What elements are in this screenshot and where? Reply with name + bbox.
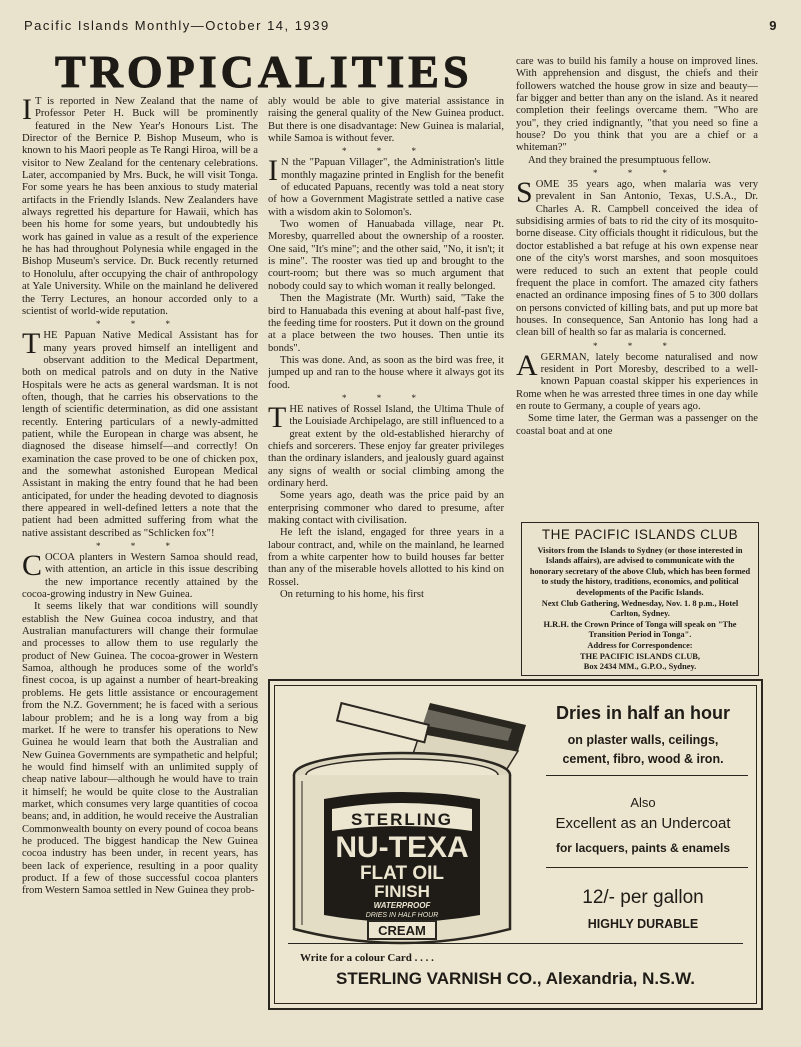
- article-buck: I T is reported in New Zealand that the name of Professor Peter H. Buck will be prominently featured in the New Year's Honours List. The Director of the Bernice P. Bishop Museum, who is known to his Maori people as Te Rangi Hiroa, will be a visitor to New Zealand for the centenary celebrations. Later, accompanied by Mrs. Buck, he will visit Tonga. For some years he has been anxious to study material artifacts in the Friendly Islands. New Zealanders have always regretted his departure for Hawaii, which has been his home for some years, but undoubtedly his work has gained in value as a result of the experience he has had throughout Polynesia while engaged in the Bishop Museum's service. Dr. Buck recently returned to Honolulu, after occupying the chair of anthropology at Yale University. While on the mainland he delivered the Terry Lectures, an honour accorded only to a scientist of world-wide reputation.: [22, 96, 258, 317]
- section-separator: * * *: [593, 168, 681, 179]
- tin-colour: CREAM: [378, 923, 426, 938]
- tin-line-2: FINISH: [374, 882, 430, 901]
- paragraph: And they brained the presumptuous fellow.: [528, 154, 711, 166]
- paint-advertisement: [268, 679, 763, 1010]
- drop-cap: T: [22, 327, 41, 361]
- section-separator: * * *: [96, 319, 184, 330]
- club-description: Visitors from the Islands to Sydney (or those interested in Islands affairs), are advised to communicate with the honorary secretary of the above Club, which has been formed to study the history, traditions, economics, and political developments of the Pacific Islands.: [529, 545, 751, 597]
- article-german: AGERMAN, lately become naturalised and now resident in Port Moresby, described to a well-known Papuan coastal skipper his experiences in Rome when he was arrested three times in one day while en route to Germany, a couple of years ago.: [516, 348, 758, 412]
- paragraph: care was to build his family a house on improved lines. With apprehension and disgust, the chiefs and their followers watched the house grow in size and beauty—far bigger and better than any on the island. As it neared completion their feelings overcame them. "Who are you", they cried indignantly, "that you need so fine a house? Do you think that you are a chief or a whiteman?": [516, 56, 758, 154]
- tin-brand: STERLING: [351, 810, 453, 829]
- column-1: [22, 96, 258, 1026]
- ad-company: STERLING VARNISH CO., Alexandria, N.S.W.: [336, 969, 695, 988]
- section-masthead: TROPICALITIES: [55, 46, 473, 97]
- ad-price: 12/- per gallon: [582, 887, 704, 908]
- ad-durable: HIGHLY DURABLE: [587, 917, 699, 931]
- club-speaker: H.R.H. the Crown Prince of Tonga will speak on "The Transition Period in Tonga".: [543, 619, 737, 640]
- paragraph: Two women of Hanuabada village, near Pt. Moresby, quarrelled about the ownership of a rooster. One said, "It's mine"; and the other said, "No, it isn't; it is mine". The rooster was tied up and brought to the court-room; but there was so much argument that nobody could say to which woman it really belonged.: [268, 219, 504, 292]
- tin-product: NU-TEXA: [335, 831, 469, 864]
- article-rossel-island: THE natives of Rossel Island, the Ultima Thule of the Louisiade Archipelago, are still influenced to a great extent by the old-established hierarchy of chiefs and sorcerers. These enjoy far greater privileges than the ordinary islanders, and jealously guard against any signs of wealth or social climbing among the ordinary herd.: [268, 400, 504, 489]
- drop-cap: A: [516, 348, 538, 382]
- club-address-box: Box 2434 MM., G.P.O., Sydney.: [583, 662, 697, 672]
- tin-line-4: DRIES IN HALF HOUR: [365, 912, 439, 919]
- club-gathering: Next Club Gathering, Wednesday, Nov. 1. 8 p.m., Hotel Carlton, Sydney.: [541, 598, 739, 619]
- paint-tin-illustration: [280, 689, 540, 951]
- ad-divider: [546, 867, 748, 868]
- section-separator: * * *: [593, 340, 681, 351]
- article-cocoa: COCOA planters in Western Samoa should read, with attention, an article in this issue describing the new importance recently attained by the cocoa-growing industry in New Guinea.: [22, 549, 258, 601]
- drop-cap: I: [22, 96, 32, 126]
- ad-divider: [546, 775, 748, 776]
- running-title: Pacific Islands Monthly—October 14, 1939: [24, 18, 330, 33]
- tin-line-3: WATERPROOF: [373, 901, 431, 910]
- drop-cap: T: [268, 400, 287, 434]
- page-number: 9: [769, 18, 778, 33]
- drop-cap: I: [268, 154, 278, 188]
- ad-sub-1: on plaster walls, ceilings,: [567, 733, 719, 747]
- paragraph: It seems likely that war conditions will soundly establish the New Guinea cocoa industry, and that Australian manufacturers will change their formulae and processes to allow them to use regularly the product of New Guinea. The cocoa-grower in Western Samoa, although he produces some of the world's finest cocoa, is up against a number of heart-breaking problems. He gets little assistance or encouragement from the N.Z. Government; he is faced with a serious labour problem; and he is a long way from a big market. If he were to transfer his operations to New Guinea he would learn that both the Australian and New Guinea Governments are sympathetic and helpful; he would find himself with an unlimited supply of cheap native labour—although he would have to train it himself; he would be quite close to the Australian market, which consumes very large quantities of cocoa beans; and, in addition, he would receive the Australian Commonwealth bounty on every pound of cocoa beans he produced. The biggest handicap the New Guinea cocoa industry has been under, in recent years, has been lack of experience, resulting in a poor quality product. If a few of those successful cocoa planters from Western Samoa settled in New Guinea they prob-: [22, 601, 258, 897]
- column-2: [268, 96, 504, 672]
- tin-line-1: FLAT OIL: [359, 863, 445, 884]
- paragraph: This was done. And, as soon as the bird was free, it jumped up and ran to the house where it always got its food.: [268, 354, 504, 391]
- ad-undercoat: Excellent as an Undercoat: [555, 815, 731, 832]
- club-title: THE PACIFIC ISLANDS CLUB: [541, 527, 739, 542]
- ad-also: Also: [630, 795, 656, 810]
- paragraph: Some time later, the German was a passenger on the coastal boat and at one: [516, 413, 758, 437]
- paragraph: Some years ago, death was the price paid by an enterprising commoner who dared to presume, after making contact with civilisation.: [268, 490, 504, 526]
- paragraph: He left the island, engaged for three years in a labour contract, and, while on the mainland, he learned from a white carpenter how to build houses far better than any of the miserable hovels allotted to his kind on Rossel.: [268, 527, 504, 588]
- club-address-name: THE PACIFIC ISLANDS CLUB,: [580, 651, 700, 661]
- article-medical-assistant: THE Papuan Native Medical Assistant has for many years proved himself an intelligent and observant addition to the Medical Department, both on medical patrols and on duty in the Native Hospitals were he acts as general wardsman. It is not often, though, that he carries his observations to the length of scientific determination, as did one assistant recently. Entering particulars of a newly-admitted patient, while the European in charge was absent, he diagnosed the disease himself—and correctly! On examination the case proved to be one of chicken pox, and the somewhat astonished European Medical Assistant in making the entry found that he had been anticipated, for under the heading devoted to diagnosis there appeared in well-defined letters a note that the patient had been admitted suffering from what the native assistant described as "Schlicken fox"!: [22, 327, 258, 539]
- club-notice-box: [521, 522, 759, 676]
- article-bats: SOME 35 years ago, when malaria was very prevalent in San Antonio, Texas, U.S.A., Dr. Charles A. R. Campbell conceived the idea of subsidising armies of bats to rid the city of its mosquito-borne disease. City officials thought it ridiculous, but the doctor established a bat refuge at his own expense near one of the city's worst marshes, and soon mosquitoes were reduced to such an extent that people could frequent the place in comfort. The amazed city fathers enacted an ordinance imposing fines of 5 to 300 dollars on persons convicted of killing bats, and put up more bat houses. In consequence, San Antonio has long had a clean bill of health so far as malaria is concerned.: [516, 176, 758, 339]
- drop-cap: S: [516, 176, 533, 210]
- paragraph: ably would be able to give material assistance in raising the general quality of the New Guinea product. But there is one disadvantage: New Guinea is malarial, while Samoa is without fever.: [268, 96, 504, 145]
- paragraph: On returning to his home, his first: [280, 589, 424, 601]
- section-separator: * * *: [96, 541, 184, 552]
- article-papuan-villager: I N the "Papuan Villager", the Administration's little monthly magazine printed in English for the benefit of educated Papuans, recently was told a neat story of how a Government Magistrate settled a native case with a wisdom akin to Solomon's.: [268, 154, 504, 218]
- ad-write-for-card: Write for a colour Card . . . .: [300, 952, 434, 964]
- ad-footer-rule: [288, 943, 743, 944]
- ad-headline: Dries in half an hour: [555, 703, 731, 723]
- column-3: [516, 56, 758, 512]
- running-header: [24, 18, 778, 38]
- section-separator: * * *: [342, 146, 430, 157]
- paragraph: Then the Magistrate (Mr. Wurth) said, "Take the bird to Hanuabada this evening at about half-past five, the feeding time for roosters. Put it down on the ground at a place between the two houses. Then untie its bonds".: [268, 293, 504, 354]
- ad-lacquers: for lacquers, paints & enamels: [555, 841, 731, 855]
- club-address-label: Address for Correspondence:: [587, 640, 693, 650]
- section-separator: * * *: [342, 392, 430, 403]
- ad-sub-2: cement, fibro, wood & iron.: [562, 752, 724, 766]
- drop-cap: C: [22, 549, 43, 583]
